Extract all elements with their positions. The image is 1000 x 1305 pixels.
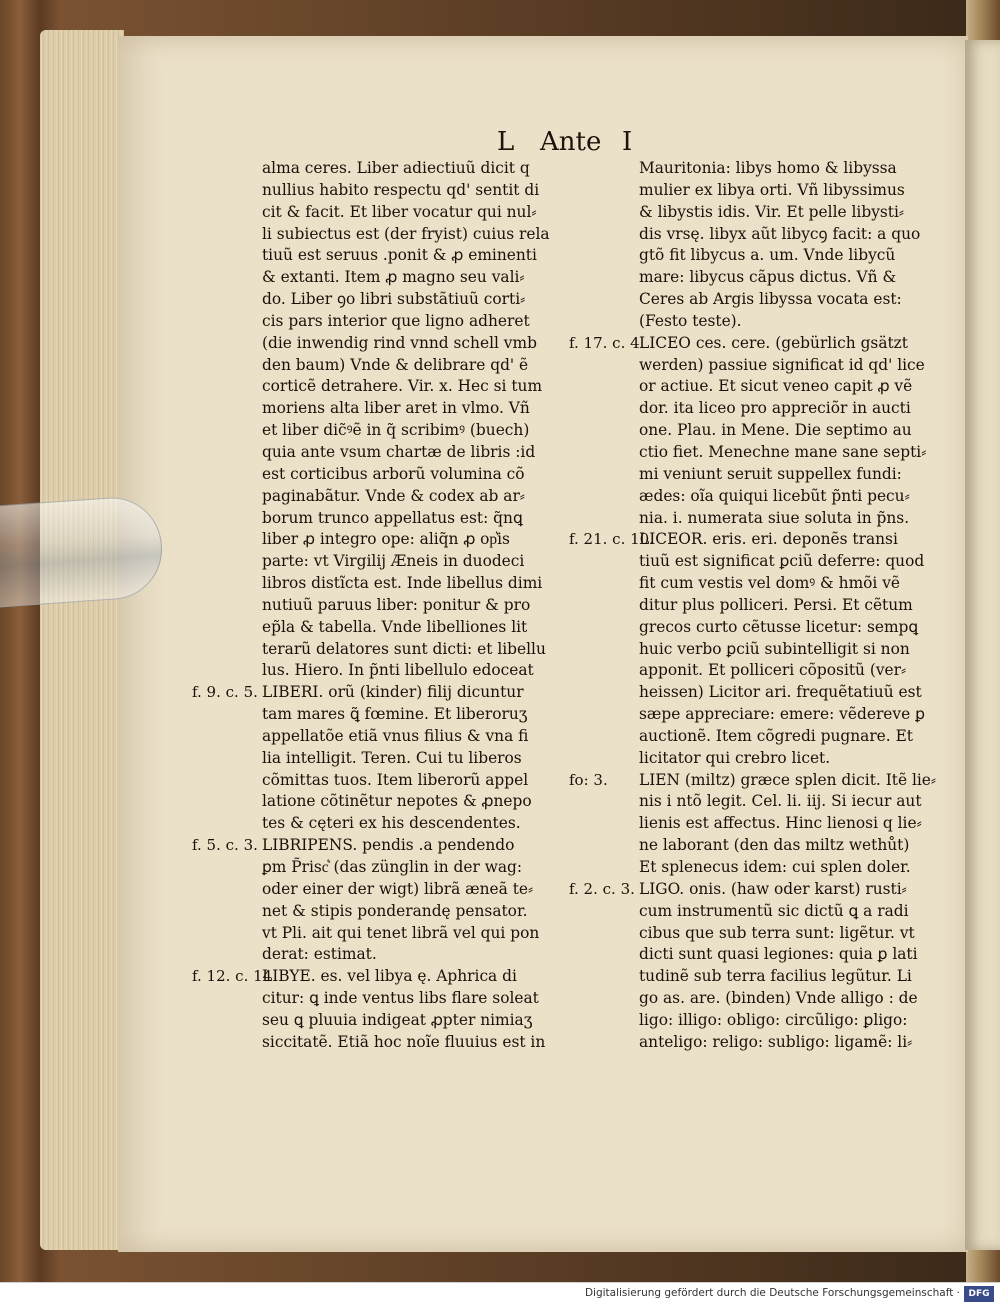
right-column-line-text: mulier ex libya orti. Vñ libyssimus [639,180,905,199]
right-column-line [639,376,939,398]
right-column-line-text: mi veniunt seruit suppellex fundi: [639,464,902,483]
left-column-line [262,267,562,289]
right-column-line [639,224,939,246]
right-column-line [639,508,939,530]
left-column-line-text: citur: ꝗ inde ventus libs flare soleat [262,989,539,1008]
left-column-line-text: quia ante vsum chartæ de libris :id [262,442,536,461]
left-column-line-text: nullius habito respectu qd' sentit di [262,180,540,199]
running-head-letter-right: I [622,127,633,157]
right-column-line [639,289,939,311]
right-column-line-text: dicti sunt quasi legiones: quia ꝑ lati [639,945,918,964]
left-column-line-text: terarũ delatores sunt dicti: et libellu [262,639,546,658]
left-column-line [192,682,562,704]
left-column-line [262,879,562,901]
left-column-line-text: libros distĩcta est. Inde libellus dimi [262,574,543,593]
left-column-line [262,923,562,945]
right-column-line-text: heissen) Licitor ari. frequẽtatiuũ est [639,683,922,702]
right-column-line [639,267,939,289]
right-column-line [639,180,939,202]
left-column-line [262,202,562,224]
left-column-line [262,748,562,770]
right-column-line-text: cum instrumentũ sic dictũ ꝗ a radi [639,901,909,920]
left-column-line-text: & extanti. Item ꝓ magno seu vali⸗ [262,268,525,287]
left-column-line [262,726,562,748]
left-column-line-text: corticẽ detrahere. Vir. x. Hec si tum [262,377,543,396]
left-column-line [262,376,562,398]
left-column-line-text: parte: vt Virgilij Æneis in duodeci [262,552,525,571]
right-column-line [639,617,939,639]
left-column-line [262,529,562,551]
right-column-line [639,988,939,1010]
left-column-line-text: tes & cęteri ex his descendentes. [262,814,521,833]
right-column-line-text: licitator qui crebro licet. [639,748,831,767]
right-column-line-text: nia. i. numerata siue soluta in p̃ns. [639,508,910,527]
right-column-line-text: go as. are. (binden) Vnde alligo : de [639,989,918,1008]
right-column-line [639,245,939,267]
footer-strip [0,1282,1000,1305]
left-column-line-text: LIBRIPENS. pendis .a pendendo [262,836,515,855]
right-column-line-text: werden) passiue significat id qd' lice [639,355,925,374]
left-column-line [262,464,562,486]
left-column-line-text: borum trunco appellatus est: q̃nꝗ [262,508,523,527]
left-column-line-text: derat: estimat. [262,945,377,964]
right-column-line-text: ctio fiet. Menechne mane sane septi⸗ [639,442,927,461]
left-column-line [262,508,562,530]
right-column-line [639,682,939,704]
left-column-line-text: LIBERI. orũ (kinder) filij dicuntur [262,683,524,702]
right-column-line [639,202,939,224]
left-column-line [262,813,562,835]
page-edge-stack [40,30,124,1250]
right-column-line-text: apponit. Et polliceri cõpositũ (ver⸗ [639,661,907,680]
running-head-letter-left: L [497,127,515,157]
dfg-logo: DFG [964,1286,994,1302]
left-column-line [262,311,562,333]
footer-credit: Digitalisierung gefördert durch die Deutsche Forschungsgemeinschaft · [584,1287,960,1299]
right-column-line-text: fit cum vestis vel domꝰ & hmõi vẽ [639,574,901,593]
right-column-line-text: Et splenecus idem: cui splen doler. [639,858,911,876]
right-column-line [639,639,939,661]
left-column-line-text: (die inwendig rind vnnd schell vmb [262,333,537,352]
right-column-line-text: one. Plau. in Mene. Die septimo au [639,421,912,440]
left-column-line-text: tiuũ est seruus .ponit & ꝓ eminenti [262,246,537,265]
right-column-line [639,791,939,813]
left-column-line [262,486,562,508]
right-column-line-text: ligo: illigo: obligo: circũligo: ꝑligo: [639,1010,908,1029]
left-column-line-text: den baum) Vnde & delibrare qd' ẽ [262,355,529,374]
left-column-line [192,835,562,857]
right-column-line [639,1032,939,1054]
left-column-line-text: ep̃la & tabella. Vnde libelliones lit [262,617,528,636]
left-column-line [262,158,562,180]
right-column-line [639,1010,939,1032]
left-column-line-text: cis pars interior que ligno adheret [262,311,530,330]
right-column-line [639,486,939,508]
right-column-line [639,551,939,573]
right-column-line [639,966,939,988]
left-column-line [262,333,562,355]
right-column-line-text: tiuũ est significat ꝑciũ deferre: quod [639,552,925,571]
left-column-line-text: appellatõe etiã vnus filius & vna fi [262,726,529,745]
right-column-line-text: ædes: oĩa quiqui licebũt p̃nti pecu⸗ [639,486,910,505]
left-column-line-text: nutiuũ paruus liber: ponitur & pro [262,595,531,614]
right-column-line [639,944,939,966]
left-column-line [262,595,562,617]
right-column-line-text: LIEN (miltz) græce splen dicit. Itẽ lie⸗ [639,770,937,789]
left-column-line-text: latione cõtinẽtur nepotes & ꝓnepo [262,792,532,811]
left-column-line-text: liber ꝓ integro ope: aliq̃n ꝓ op͛is [262,530,510,549]
left-column-line [262,180,562,202]
left-column-line [262,944,562,966]
right-column-line-text: nis i ntõ legit. Cel. li. iij. Si iecur aut [639,792,922,811]
right-column-line [639,158,939,180]
right-column-line-text: anteligo: religo: subligo: ligamẽ: li⸗ [639,1032,913,1051]
left-column-line-text: seu ꝗ pluuia indigeat ꝓpter nimiaʒ [262,1010,533,1029]
margin-reference: fo: 3. [569,770,608,789]
right-column-line [639,813,939,835]
right-text-column [569,158,939,1054]
right-column-line [639,857,939,879]
right-column-line [639,748,939,770]
right-column-line [569,333,939,355]
left-column-line [262,857,562,879]
left-column-line [262,398,562,420]
right-column-line-text: LICEO ces. cere. (gebürlich gsätzt [639,333,908,352]
right-column-line [639,420,939,442]
left-column-line-text: lus. Hiero. In p̃nti libellulo edoceat [262,661,534,680]
right-column-line-text: or actiue. Et sicut veneo capit ꝓ vẽ [639,377,913,396]
right-column-line-text: sæpe appreciare: emere: vẽdereve ꝑ [639,705,925,724]
left-column-line [262,289,562,311]
left-column-line-text: et liber dic̃ꝰẽ in q̃ scribimꝰ (buech) [262,421,530,440]
left-text-column [192,158,562,1054]
right-column-line [639,311,939,333]
left-column-line-text: alma ceres. Liber adiectiuũ dicit q [262,159,530,177]
right-column-line-text: mare: libycus cãpus dictus. Vñ & [639,268,897,287]
left-column-line [262,551,562,573]
right-column-line [639,464,939,486]
left-column-line [262,617,562,639]
right-column-line-text: lienis est affectus. Hinc lienosi q lie⸗ [639,814,922,833]
right-column-line [639,923,939,945]
left-column-line-text: oder einer der wigt) librã æneã te⸗ [262,879,534,898]
left-column-line-text: ꝑm P̃risc͛ (das zünglin in der wag: [262,858,523,876]
right-column-line-text: huic verbo ꝑciũ subintelligit si non [639,639,910,658]
left-column-line-text: siccitatẽ. Etiã hoc noĩe fluuius est in [262,1032,546,1051]
left-column-line-text: LIBYE. es. vel libya ę. Aphrica di [262,967,517,986]
margin-reference: f. 12. c. 14 [192,967,273,986]
margin-reference: f. 5. c. 3. [192,836,258,855]
right-column-line [639,726,939,748]
right-column-line [569,529,939,551]
right-column-line [639,595,939,617]
left-column-line [262,420,562,442]
right-column-line-text: & libystis idis. Vir. Et pelle libysti⸗ [639,202,905,221]
left-column-line [262,224,562,246]
right-column-line-text: Mauritonia: libys homo & libyssa [639,159,897,177]
right-column-line-text: dis vrsę. libyx aũt libycꝯ facit: a quo [639,224,921,243]
left-column-line [262,704,562,726]
left-column-line-text: do. Liber ꝯo libri substãtiuũ corti⸗ [262,290,526,309]
right-column-line-text: dor. ita liceo pro appreciõr in aucti [639,399,911,418]
right-column-line-text: LICEOR. eris. eri. deponẽs transi [639,530,898,549]
right-column-line [569,879,939,901]
margin-reference: f. 9. c. 5. [192,683,258,702]
right-column-line-text: cibus que sub terra sunt: ligẽtur. vt [639,923,915,942]
left-column-line [262,770,562,792]
running-head-word: Ante [540,127,602,157]
left-column-line-text: cit & facit. Et liber vocatur qui nul⸗ [262,202,537,221]
left-column-line-text: li subiectus est (der fryist) cuius rela [262,224,550,243]
left-column-line [262,1010,562,1032]
left-column-line-text: lia intelligit. Teren. Cui tu liberos [262,748,522,767]
left-column-line [262,573,562,595]
right-column-line [639,704,939,726]
left-column-line [192,966,562,988]
right-column-line [639,660,939,682]
left-column-line-text: vt Pli. ait qui tenet librã vel qui pon [262,923,540,942]
left-column-line-text: est corticibus arborũ volumina cõ [262,464,525,483]
right-column-line-text: Ceres ab Argis libyssa vocata est: [639,290,902,309]
left-column-line-text: paginabãtur. Vnde & codex ab ar⸗ [262,486,525,505]
left-column-line [262,639,562,661]
left-column-line-text: net & stipis ponderandę pensator. [262,901,528,920]
margin-reference: f. 21. c. 10. [569,530,654,549]
left-column-line-text: moriens alta liber aret in vlmo. Vñ [262,399,530,418]
right-column-line [639,901,939,923]
left-column-line [262,901,562,923]
right-column-line [639,398,939,420]
right-column-line-text: LIGO. onis. (haw oder karst) rusti⸗ [639,879,907,898]
left-column-line [262,791,562,813]
right-column-line [639,355,939,377]
margin-reference: f. 17. c. 4 [569,333,640,352]
right-column-line [569,770,939,792]
left-column-line-text: cõmittas tuos. Item liberorũ appel [262,770,529,789]
right-column-line-text: grecos curto cẽtusse licetur: sempꝗ [639,617,919,636]
right-column-line [639,442,939,464]
left-column-line [262,245,562,267]
right-column-line [639,835,939,857]
margin-reference: f. 2. c. 3. [569,879,635,898]
right-column-line-text: ne laborant (den das miltz wethůt) [639,836,910,855]
left-column-line [262,355,562,377]
right-column-line-text: auctionẽ. Item cõgredi pugnare. Et [639,726,913,745]
right-column-line-text: (Festo teste). [639,311,742,330]
right-column-line-text: gtõ fit libycus a. um. Vnde libycũ [639,246,896,265]
right-column-line-text: ditur plus polliceri. Persi. Et cẽtum [639,595,913,614]
facing-page-edge [965,40,1000,1250]
right-column-line-text: tudinẽ sub terra facilius legũtur. Li [639,967,912,986]
left-column-line [262,1032,562,1054]
left-column-line [262,442,562,464]
left-column-line [262,660,562,682]
right-column-line [639,573,939,595]
left-column-line [262,988,562,1010]
left-column-line-text: tam mares ꝗ̃ fœmine. Et liberoruʒ [262,705,528,724]
